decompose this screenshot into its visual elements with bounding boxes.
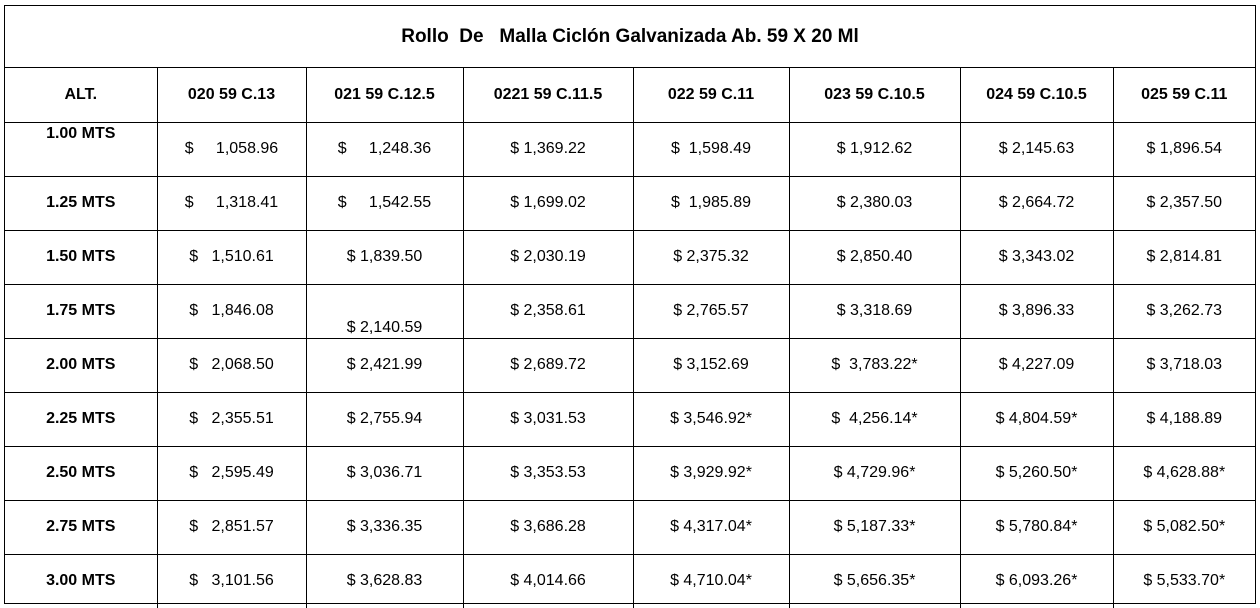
column-header: 021 59 C.12.5 bbox=[306, 68, 463, 122]
price-cell: $ 1,846.08 bbox=[157, 284, 306, 338]
price-table-container bbox=[5, 68, 1255, 608]
price-cell: $ 2,851.57 bbox=[157, 500, 306, 554]
price-cell: $ 3,262.73 bbox=[1113, 284, 1255, 338]
price-cell: $ 1,542.55 bbox=[306, 176, 463, 230]
price-cell: $ 3,628.83 bbox=[306, 554, 463, 608]
price-cell: $ 2,755.94 bbox=[306, 392, 463, 446]
row-height-label: 2.50 MTS bbox=[5, 446, 157, 500]
price-cell: $ 4,729.96* bbox=[789, 446, 960, 500]
table-row bbox=[5, 446, 1255, 500]
price-cell: $ 4,628.88* bbox=[1113, 446, 1255, 500]
table-row bbox=[5, 338, 1255, 392]
table-row bbox=[5, 176, 1255, 230]
price-cell: $ 3,718.03 bbox=[1113, 338, 1255, 392]
table-row bbox=[5, 284, 1255, 338]
price-cell: $ 3,343.02 bbox=[960, 230, 1113, 284]
price-cell: $ 2,765.57 bbox=[633, 284, 789, 338]
price-cell: $ 5,656.35* bbox=[789, 554, 960, 608]
price-cell: $ 1,699.02 bbox=[463, 176, 633, 230]
price-cell: $ 4,804.59* bbox=[960, 392, 1113, 446]
price-cell: $ 1,318.41 bbox=[157, 176, 306, 230]
price-cell: $ 3,336.35 bbox=[306, 500, 463, 554]
price-table bbox=[5, 68, 1255, 608]
price-cell: $ 2,689.72 bbox=[463, 338, 633, 392]
price-cell: $ 4,227.09 bbox=[960, 338, 1113, 392]
column-header-alt: ALT. bbox=[5, 68, 157, 122]
column-header: 020 59 C.13 bbox=[157, 68, 306, 122]
price-cell: $ 5,533.70* bbox=[1113, 554, 1255, 608]
price-cell: $ 3,036.71 bbox=[306, 446, 463, 500]
price-cell: $ 2,030.19 bbox=[463, 230, 633, 284]
price-cell: $ 3,546.92* bbox=[633, 392, 789, 446]
row-height-label: 1.75 MTS bbox=[5, 284, 157, 338]
price-cell: $ 4,014.66 bbox=[463, 554, 633, 608]
price-cell: $ 3,353.53 bbox=[463, 446, 633, 500]
price-cell: $ 2,595.49 bbox=[157, 446, 306, 500]
price-cell: $ 4,188.89 bbox=[1113, 392, 1255, 446]
table-row bbox=[5, 392, 1255, 446]
table-row bbox=[5, 554, 1255, 608]
column-header: 025 59 C.11 bbox=[1113, 68, 1255, 122]
price-cell: $ 5,260.50* bbox=[960, 446, 1113, 500]
price-cell: $ 2,814.81 bbox=[1113, 230, 1255, 284]
row-height-label: 1.50 MTS bbox=[5, 230, 157, 284]
table-row bbox=[5, 230, 1255, 284]
price-cell: $ 2,140.59 bbox=[306, 284, 463, 338]
price-cell: $ 5,187.33* bbox=[789, 500, 960, 554]
price-cell: $ 4,317.04* bbox=[633, 500, 789, 554]
price-cell: $ 2,358.61 bbox=[463, 284, 633, 338]
table-title: Rollo De Malla Ciclón Galvanizada Ab. 59 X 20 Ml bbox=[401, 25, 859, 47]
price-cell: $ 3,896.33 bbox=[960, 284, 1113, 338]
column-header: 024 59 C.10.5 bbox=[960, 68, 1113, 122]
price-sheet bbox=[4, 5, 1256, 604]
table-row bbox=[5, 122, 1255, 176]
price-cell: $ 1,839.50 bbox=[306, 230, 463, 284]
price-cell: $ 3,031.53 bbox=[463, 392, 633, 446]
row-height-label: 1.25 MTS bbox=[5, 176, 157, 230]
price-cell: $ 1,598.49 bbox=[633, 122, 789, 176]
table-row bbox=[5, 500, 1255, 554]
price-cell: $ 2,421.99 bbox=[306, 338, 463, 392]
title-row bbox=[5, 6, 1255, 68]
price-cell: $ 2,145.63 bbox=[960, 122, 1113, 176]
price-cell: $ 1,896.54 bbox=[1113, 122, 1255, 176]
column-header: 022 59 C.11 bbox=[633, 68, 789, 122]
price-cell: $ 4,256.14* bbox=[789, 392, 960, 446]
price-cell: $ 2,068.50 bbox=[157, 338, 306, 392]
price-cell: $ 3,101.56 bbox=[157, 554, 306, 608]
price-cell: $ 3,152.69 bbox=[633, 338, 789, 392]
row-height-label: 2.00 MTS bbox=[5, 338, 157, 392]
row-height-label: 2.75 MTS bbox=[5, 500, 157, 554]
column-header: 023 59 C.10.5 bbox=[789, 68, 960, 122]
price-cell: $ 2,664.72 bbox=[960, 176, 1113, 230]
price-cell: $ 2,357.50 bbox=[1113, 176, 1255, 230]
row-height-label: 2.25 MTS bbox=[5, 392, 157, 446]
price-cell: $ 3,929.92* bbox=[633, 446, 789, 500]
price-cell: $ 1,912.62 bbox=[789, 122, 960, 176]
price-cell: $ 1,510.61 bbox=[157, 230, 306, 284]
price-cell: $ 3,783.22* bbox=[789, 338, 960, 392]
price-cell: $ 5,780.84* bbox=[960, 500, 1113, 554]
row-height-label: 1.00 MTS bbox=[5, 122, 157, 176]
column-header: 0221 59 C.11.5 bbox=[463, 68, 633, 122]
price-cell: $ 3,686.28 bbox=[463, 500, 633, 554]
header-row bbox=[5, 68, 1255, 122]
price-cell: $ 2,380.03 bbox=[789, 176, 960, 230]
row-height-label: 3.00 MTS bbox=[5, 554, 157, 608]
price-cell: $ 1,058.96 bbox=[157, 122, 306, 176]
price-cell: $ 4,710.04* bbox=[633, 554, 789, 608]
price-cell: $ 1,985.89 bbox=[633, 176, 789, 230]
price-cell: $ 1,369.22 bbox=[463, 122, 633, 176]
price-cell: $ 2,375.32 bbox=[633, 230, 789, 284]
price-cell: $ 1,248.36 bbox=[306, 122, 463, 176]
price-cell: $ 6,093.26* bbox=[960, 554, 1113, 608]
price-cell: $ 2,850.40 bbox=[789, 230, 960, 284]
price-cell: $ 2,355.51 bbox=[157, 392, 306, 446]
price-cell: $ 3,318.69 bbox=[789, 284, 960, 338]
price-cell: $ 5,082.50* bbox=[1113, 500, 1255, 554]
